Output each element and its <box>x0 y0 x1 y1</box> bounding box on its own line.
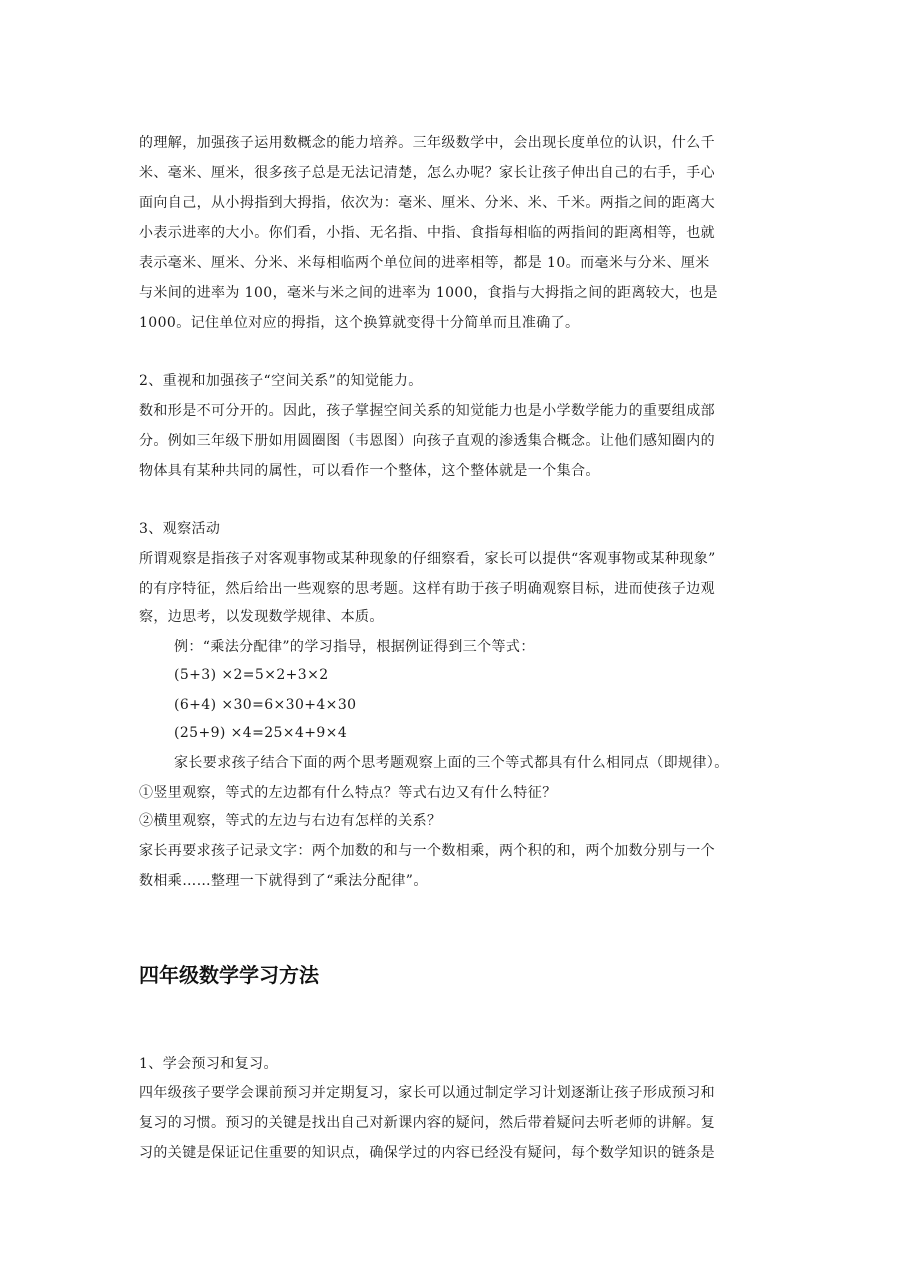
paragraph-line: 数和形是不可分开的。因此，孩子掌握空间关系的知觉能力也是小学数学能力的重要组成部 <box>139 403 715 419</box>
question-2: ②横里观察，等式的左边与右边有怎样的关系？ <box>139 813 442 829</box>
equation: (25+9) ×4=25×4+9×4 <box>174 725 348 741</box>
equation: (6+4) ×30=6×30+4×30 <box>174 697 357 713</box>
question-1: ①竖里观察，等式的左边都有什么特点？等式右边又有什么特征？ <box>139 785 557 801</box>
section-title: 2、重视和加强孩子“空间关系”的知觉能力。 <box>139 373 423 389</box>
paragraph-line: 1000。记住单位对应的拇指，这个换算就变得十分简单而且准确了。 <box>139 315 580 331</box>
section-title: 3、观察活动 <box>139 521 221 537</box>
paragraph-line: 数相乘……整理一下就得到了“乘法分配律”。 <box>139 873 428 889</box>
paragraph-line: 小表示进率的大小。你们看，小指、无名指、中指、食指每相临的两指间的距离相等，也就 <box>139 225 715 241</box>
paragraph-line: 复习的习惯。预习的关键是找出自己对新课内容的疑问，然后带着疑问去听老师的讲解。复 <box>139 1115 715 1131</box>
instruction-line: 家长要求孩子结合下面的两个思考题观察上面的三个等式都具有什么相同点（即规律）。 <box>174 755 729 771</box>
paragraph-line: 四年级孩子要学会课前预习并定期复习，家长可以通过制定学习计划逐渐让孩子形成预习和 <box>139 1085 715 1101</box>
paragraph-line: 家长再要求孩子记录文字：两个加数的和与一个数相乘，两个积的和，两个加数分别与一个 <box>139 843 715 859</box>
equation: (5+3) ×2=5×2+3×2 <box>174 667 329 683</box>
paragraph-line: 察，边思考，以发现数学规律、本质。 <box>139 609 384 625</box>
paragraph-line: 物体具有某种共同的属性，可以看作一个整体，这个整体就是一个集合。 <box>139 463 600 479</box>
paragraph-line: 的有序特征，然后给出一些观察的思考题。这样有助于孩子明确观察目标，进而使孩子边观 <box>139 581 715 597</box>
example-intro: 例：“乘法分配律”的学习指导，根据例证得到三个等式： <box>174 639 535 655</box>
paragraph-line: 表示毫米、厘米、分米、米每相临两个单位间的进率相等，都是 10。而毫米与分米、厘米 <box>139 255 710 271</box>
page-heading: 四年级数学学习方法 <box>139 963 319 987</box>
paragraph-line: 米、毫米、厘米，很多孩子总是无法记清楚，怎么办呢？家长让孩子伸出自己的右手，手心 <box>139 165 715 181</box>
paragraph-line: 与米间的进率为 100，毫米与米之间的进率为 1000，食指与大拇指之间的距离较大，也是 <box>139 285 718 301</box>
section-title: 1、学会预习和复习。 <box>139 1056 278 1072</box>
paragraph-line: 分。例如三年级下册如用圆圈图（韦恩图）向孩子直观的渗透集合概念。让他们感知圈内的 <box>139 433 715 449</box>
paragraph-line: 习的关键是保证记住重要的知识点，确保学过的内容已经没有疑问，每个数学知识的链条是 <box>139 1145 715 1161</box>
paragraph-line: 所谓观察是指孩子对客观事物或某种现象的仔细察看，家长可以提供“客观事物或某种现象” <box>139 551 716 567</box>
paragraph-line: 的理解，加强孩子运用数概念的能力培养。三年级数学中，会出现长度单位的认识，什么千 <box>139 135 715 151</box>
paragraph-line: 面向自己，从小拇指到大拇指，依次为：毫米、厘米、分米、米、千米。两指之间的距离大 <box>139 195 715 211</box>
